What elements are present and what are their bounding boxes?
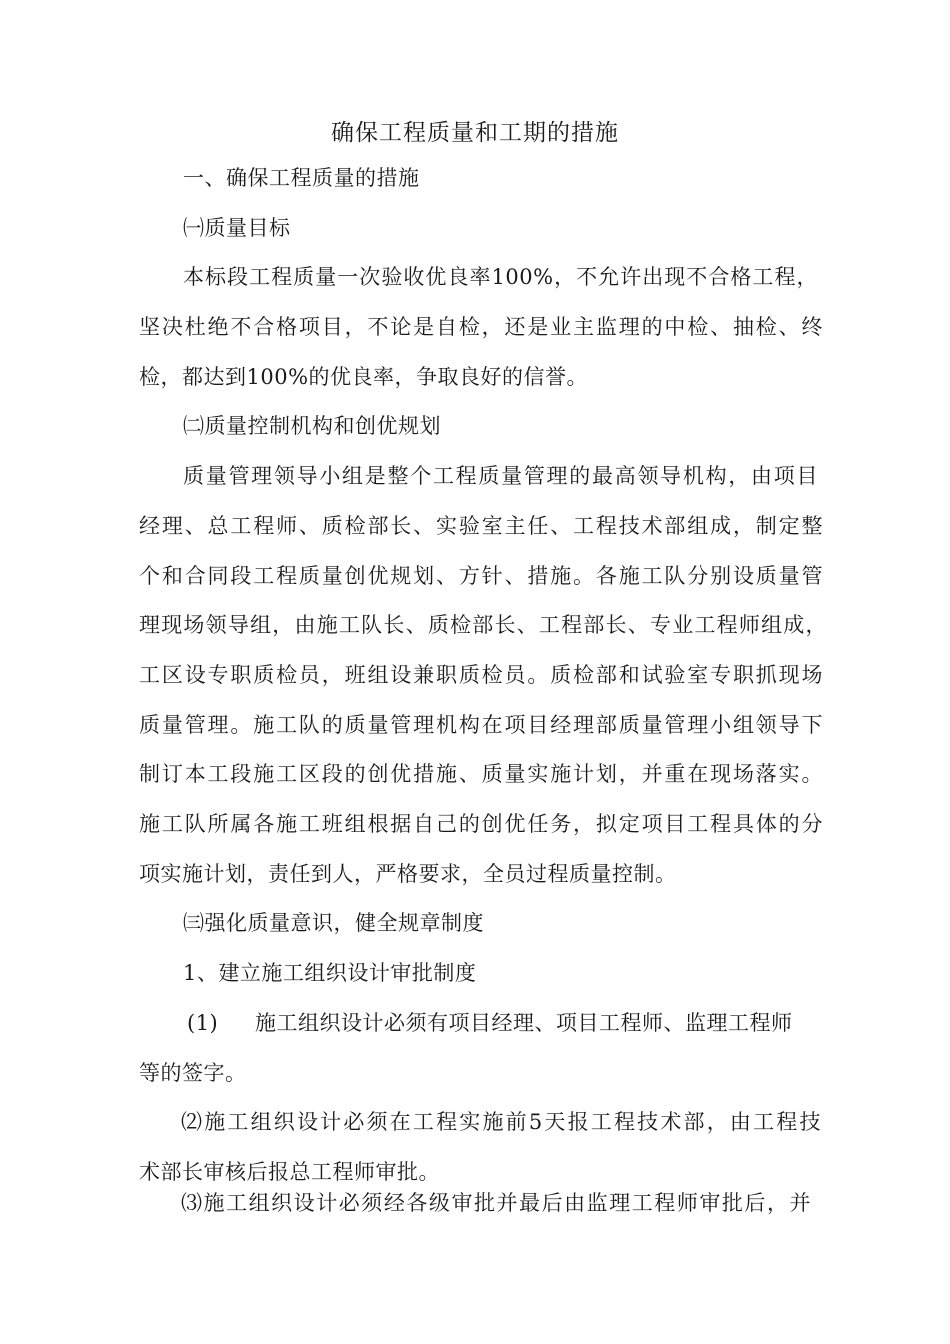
paragraph-line: 检，都达到100%的优良率，争取良好的信誉。	[139, 365, 589, 389]
paragraph-line: 本标段工程质量一次验收优良率100%，不允许出现不合格工程，	[183, 265, 818, 289]
paragraph-line: 术部长审核后报总工程师审批。	[139, 1160, 440, 1184]
paragraph-line: 坚决杜绝不合格项目，不论是自检，还是业主监理的中检、抽检、终	[139, 315, 823, 339]
list-item-number: (1)	[187, 1011, 219, 1035]
section-heading-quality-measures: 一、确保工程质量的措施	[183, 166, 420, 190]
list-item	[187, 1008, 793, 1038]
paragraph-line: 质量管理领导小组是整个工程质量管理的最高领导机构，由项目	[183, 464, 818, 488]
item-heading-design-approval: 1、建立施工组织设计审批制度	[183, 961, 477, 985]
document-title: 确保工程质量和工期的措施	[331, 120, 619, 146]
paragraph-line: 理现场领导组，由施工队长、质检部长、工程部长、专业工程师组成，	[139, 613, 827, 637]
paragraph-line: 质量管理。施工队的质量管理机构在项目经理部质量管理小组领导下	[139, 713, 823, 737]
list-item-text: 施工组织设计必须有项目经理、项目工程师、监理工程师	[255, 1011, 793, 1035]
subheading-quality-target: ㈠质量目标	[183, 216, 291, 240]
paragraph-line: 制订本工段施工区段的创优措施、质量实施计划，并重在现场落实。	[139, 762, 823, 786]
paragraph-line: 经理、总工程师、质检部长、实验室主任、工程技术部组成，制定整	[139, 514, 823, 538]
subheading-quality-control-org: ㈡质量控制机构和创优规划	[183, 414, 441, 438]
paragraph-line: 项实施计划，责任到人，严格要求，全员过程质量控制。	[139, 862, 677, 886]
paragraph-line: 施工队所属各施工班组根据自己的创优任务，拟定项目工程具体的分	[139, 812, 823, 836]
paragraph-line: 个和合同段工程质量创优规划、方针、措施。各施工队分别设质量管	[139, 564, 823, 588]
subheading-quality-awareness: ㈢强化质量意识，健全规章制度	[183, 911, 484, 935]
paragraph-line: 等的签字。	[139, 1061, 247, 1085]
paragraph-line: ⑵施工组织设计必须在工程实施前5天报工程技术部，由工程技	[181, 1110, 821, 1134]
paragraph-line: ⑶施工组织设计必须经各级审批并最后由监理工程师审批后，并	[181, 1191, 811, 1215]
paragraph-line: 工区设专职质检员，班组设兼职质检员。质检部和试验室专职抓现场	[139, 663, 823, 687]
